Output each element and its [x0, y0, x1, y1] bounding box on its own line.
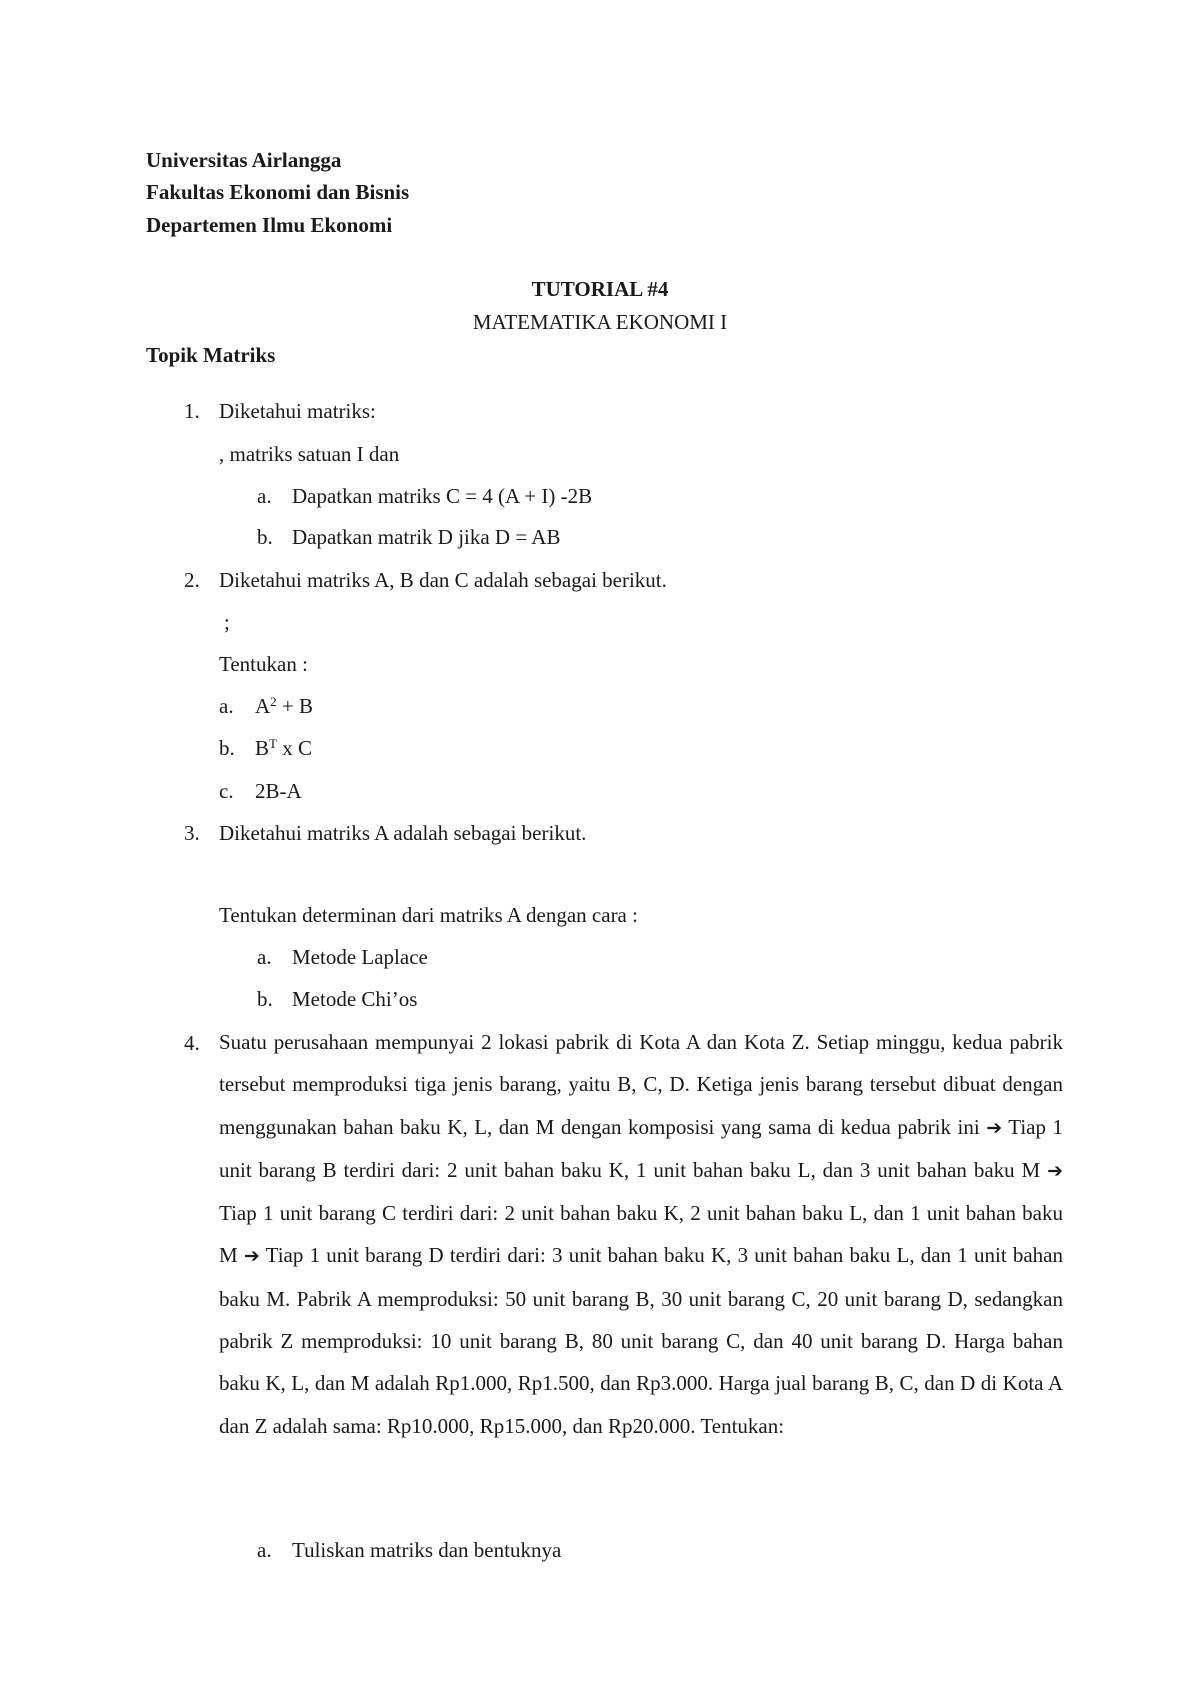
q1-number: 1. [184, 399, 200, 423]
q4-a-label: a. [257, 1538, 272, 1562]
q3-tentukan: Tentukan determinan dari matriks A dengan cara : [219, 903, 638, 927]
q1-b-label: b. [257, 525, 273, 549]
q2-number: 2. [184, 568, 200, 592]
course-title: MATEMATIKA EKONOMI I [472, 310, 728, 334]
q4-a-text: Tuliskan matriks dan bentuknya [292, 1538, 562, 1562]
q2-b-expression: $B^T$ x C [255, 736, 312, 760]
q1-text: Diketahui matriks: [219, 399, 376, 423]
q2-c-label: c. [219, 779, 234, 803]
q3-a-text: Metode Laplace [292, 945, 428, 969]
university-name: Universitas Airlangga [146, 148, 342, 172]
q2-tentukan: Tentukan : [219, 652, 308, 676]
q3-b-text: Metode Chi’os [292, 987, 418, 1011]
q3-text: Diketahui matriks A adalah sebagai berikut. [219, 821, 587, 845]
q2-text: Diketahui matriks A, B dan C adalah sebagai berikut. [219, 568, 667, 592]
faculty-name: Fakultas Ekonomi dan Bisnis [146, 180, 410, 204]
q2-c-expression: 2B-A [255, 779, 302, 803]
q3-a-label: a. [257, 945, 272, 969]
q2-b-label: b. [219, 736, 235, 760]
q1-b-text: Dapatkan matrik D jika D = AB [292, 525, 561, 549]
q4-number: 4. [184, 1031, 200, 1055]
tutorial-title: TUTORIAL #4 [531, 277, 669, 301]
topic-heading: Topik Matriks [146, 343, 276, 367]
q1-identity-line: , matriks satuan I dan [219, 442, 400, 466]
q1-a-text: Dapatkan matriks C = 4 (A + I) -2B [292, 484, 593, 508]
q2-separator: ; [224, 610, 230, 634]
q4-paragraph: Suatu perusahaan mempunyai 2 lokasi pabrik di Kota A dan Kota Z. Setiap minggu, kedua pabrik tersebut memproduksi tiga jenis barang, yaitu B, C, D. Ketiga jenis barang tersebut dibuat dengan menggunakan bahan baku K, L, dan M dengan komposisi yang sama di kedua pabrik ini ➔ Tiap 1 unit barang B terdiri dari: 2 unit bahan baku K, 1 unit bahan baku L, dan 3 unit bahan baku M ➔ Tiap 1 unit barang C terdiri dari: 2 unit bahan baku K, 2 unit bahan baku L, dan 1 unit bahan baku M ➔ Tiap 1 unit barang D terdiri dari: 3 unit bahan baku K, 3 unit bahan baku L, dan 1 unit bahan baku M. Pabrik A memproduksi: 50 unit barang B, 30 unit barang C, 20 unit barang D, sedangkan pabrik Z memproduksi: 10 unit barang B, 80 unit barang C, dan 40 unit barang D. Harga bahan baku K, L, dan M adalah Rp1.000, Rp1.500, dan Rp3.000. Harga jual barang B, C, dan D di Kota A dan Z adalah sama: Rp10.000, Rp15.000, dan Rp20.000. Tentukan: [219, 1030, 1064, 1438]
arrow-right-icon: ➔ [243, 1245, 260, 1268]
department-name: Departemen Ilmu Ekonomi [146, 213, 393, 237]
q3-number: 3. [184, 821, 200, 845]
q1-a-label: a. [257, 484, 272, 508]
q3-b-label: b. [257, 987, 273, 1011]
q2-a-expression: $A^2 + B$ [255, 694, 314, 718]
q2-a-label: a. [219, 694, 234, 718]
arrow-right-icon: ➔ [986, 1116, 1003, 1139]
arrow-right-icon: ➔ [1047, 1159, 1064, 1182]
